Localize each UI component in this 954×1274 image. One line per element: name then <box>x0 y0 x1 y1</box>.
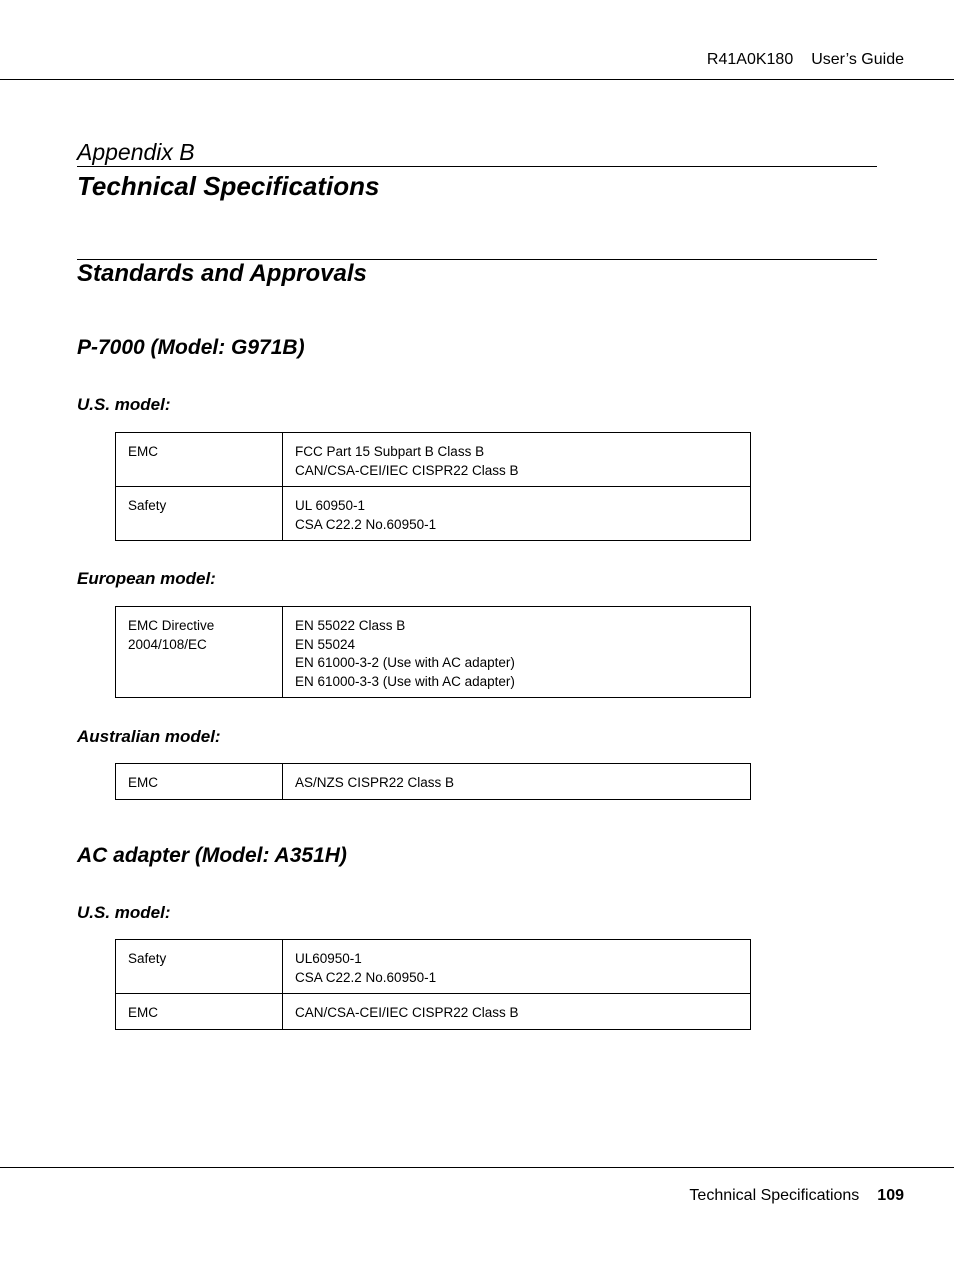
table-row <box>116 607 751 698</box>
footer-text <box>689 1187 904 1205</box>
table-row <box>116 994 751 1030</box>
table-row <box>116 433 751 487</box>
page-title: Technical Specifications <box>77 171 380 201</box>
spec-value-line: EN 61000-3-2 (Use with AC adapter) <box>295 655 515 670</box>
p7000-eu-table <box>115 606 751 698</box>
adapter-us-label: U.S. model: <box>77 903 171 922</box>
spec-value-line: CAN/CSA-CEI/IEC CISPR22 Class B <box>295 462 519 478</box>
p7000-au-table <box>115 763 751 800</box>
p7000-us-label: U.S. model: <box>77 395 171 414</box>
spec-name-line: EMC <box>128 1005 158 1020</box>
adapter-heading: AC adapter (Model: A351H) <box>77 844 347 867</box>
spec-value <box>283 994 751 1030</box>
spec-value-line: EN 55022 Class B <box>295 618 406 633</box>
spec-value-line: CSA C22.2 No.60950-1 <box>295 516 437 532</box>
spec-name-line: EMC <box>128 444 158 459</box>
table-row <box>116 764 751 800</box>
guide-name: User’s Guide <box>811 51 904 68</box>
spec-name-line: Safety <box>128 951 167 966</box>
spec-value <box>283 433 751 487</box>
spec-value-line: CAN/CSA-CEI/IEC CISPR22 Class B <box>295 1005 519 1020</box>
page-header <box>0 0 954 80</box>
p7000-au-label: Australian model: <box>77 727 221 746</box>
spec-value <box>283 764 751 800</box>
spec-name <box>116 607 283 698</box>
spec-name <box>116 487 283 541</box>
spec-value <box>283 487 751 541</box>
spec-value-line: EN 55024 <box>295 636 356 652</box>
table-row <box>116 487 751 541</box>
spec-name-line: EMC Directive <box>128 618 215 633</box>
table-row <box>116 940 751 994</box>
spec-value <box>283 940 751 994</box>
spec-value-line: UL 60950-1 <box>295 498 366 513</box>
doc-id: R41A0K180 <box>706 51 794 68</box>
spec-value-line: FCC Part 15 Subpart B Class B <box>295 444 485 459</box>
p7000-eu-label: European model: <box>77 569 216 588</box>
spec-name-line: EMC <box>128 775 158 790</box>
p7000-heading: P-7000 (Model: G971B) <box>77 336 305 359</box>
spec-name <box>116 764 283 800</box>
spec-name <box>116 994 283 1030</box>
spec-name-line: Safety <box>128 498 167 513</box>
spec-name-line: 2004/108/EC <box>128 636 207 652</box>
header-text <box>707 51 904 69</box>
spec-value-line: AS/NZS CISPR22 Class B <box>295 775 455 790</box>
spec-value-line: UL60950-1 <box>295 951 362 966</box>
spec-value-line: CSA C22.2 No.60950-1 <box>295 969 437 985</box>
adapter-us-table <box>115 939 751 1030</box>
spec-value-line: EN 61000-3-3 (Use with AC adapter) <box>295 673 515 689</box>
footer-section: Technical Specifications <box>689 1187 860 1204</box>
page-footer <box>0 1167 954 1204</box>
spec-name <box>116 433 283 487</box>
spec-name <box>116 940 283 994</box>
page-number: 109 <box>877 1187 904 1204</box>
section-heading: Standards and Approvals <box>77 260 367 287</box>
spec-value <box>283 607 751 698</box>
appendix-label: Appendix B <box>77 138 877 167</box>
p7000-us-table <box>115 432 751 541</box>
